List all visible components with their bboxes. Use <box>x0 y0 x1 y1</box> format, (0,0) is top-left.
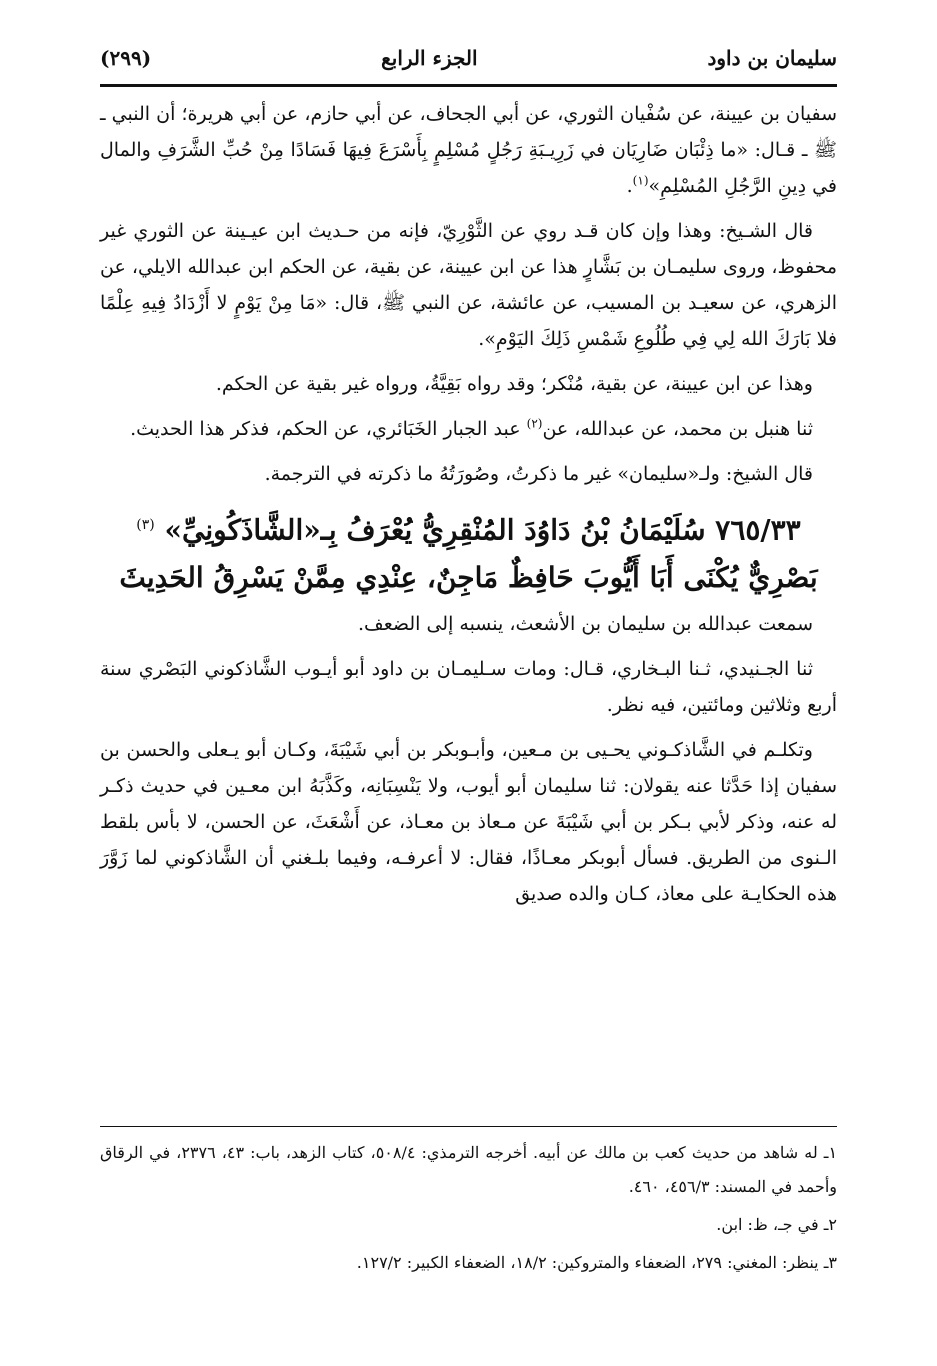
main-text <box>100 96 837 921</box>
paragraph-3: وهذا عن ابن عيينة، عن بقية، مُنْكر؛ وقد رواه بَقِيَّةُ، ورواه غير بقية عن الحكم. <box>215 373 813 395</box>
header-rule <box>100 84 837 87</box>
footnote-rule <box>100 1126 837 1127</box>
paragraph-4-text-b: عبد الجبار الخَبَائري، عن الحكم، فذكر هذا الحديث. <box>130 418 521 440</box>
footnote-marker-3: (٣) <box>136 517 155 533</box>
footnote-marker-1: (١) <box>632 173 649 188</box>
footnote-3: ٣ـ ينظر: المغني: ٢٧٩، الضعفاء والمتروكين: ١٨/٢، الضعفاء الكبير: ١٢٧/٢. <box>356 1253 837 1272</box>
entry-heading-line-1 <box>100 501 837 554</box>
entry-heading <box>100 501 837 602</box>
page-number: (٢٩٩) <box>100 46 152 70</box>
paragraph-1-end: . <box>626 175 633 197</box>
entry-heading-line-1-text: ٧٦٥/٣٣ سُلَيْمَانُ بْنُ دَاوُدَ المُنْقِرِيُّ يُعْرَفُ بِـ«الشَّاذَكُونِيِّ» <box>164 513 801 547</box>
footnote-1: ١ـ له شاهد من حديث كعب بن مالك عن أبيه. أخرجه الترمذي: ٥٠٨/٤، كتاب الزهد، باب: ٤٣، ٢٣٧٦، في الرقاق وأحمد في المسند: ٤٥٦/٣، ٤٦٠. <box>100 1143 838 1196</box>
paragraph-6: سمعت عبدالله بن سليمان بن الأشعث، ينسبه إلى الضعف. <box>357 613 813 636</box>
paragraph-5: قال الشيخ: ولـ«سليمان» غير ما ذكرتُ، وصُورَتُهُ ما ذكرته في الترجمة. <box>264 463 813 485</box>
footnote-marker-2: (٢) <box>526 416 543 431</box>
footnote-2: ٢ـ في جـ، ظ: ابن. <box>716 1215 837 1234</box>
paragraph-1-text: سفيان بن عيينة، عن سُفْيان الثوري، عن أبي الجحاف، عن أبي حازم، عن أبي هريرة؛ أن النبي ـ ﷺ ـ قـال: «ما ذِئْبَان ضَارِيَان في زَرِيـبَةِ رَجُلٍ مُسْلِمٍ بِأَسْرَعَ فِيهَا فَسَادًا مِنْ حُبِّ الشَّرَفِ والمال في دِينِ الرَّجُلِ المُسْلِمِ» <box>100 103 837 197</box>
running-title: سليمان بن داود <box>707 46 837 70</box>
paragraph-2: قال الشـيخ: وهذا وإن كان قـد روي عن الثَّوْرِيّ، فإنه من حـديث ابن عيـينة عن الثوري غير محفوظ، وروى سليمـان بن بَشَّارٍ هذا عن ابن عيينة، عن بقية، عن الحكم ابن عبدالله الايلي، عن الزهري، عن سعيـد بن المسيب، عن عائشة، عن النبي ﷺ، قال: «مَا مِنْ يَوْمٍ لا أَزْدَادُ فِيهِ عِلْمًا فلا بَارَكَ الله لِي فِي طُلُوعِ شَمْسِ ذَلِكَ اليَوْمِ». <box>100 220 837 350</box>
footnotes <box>100 1136 837 1284</box>
paragraph-7: ثنا الجـنيدي، ثـنا البـخاري، قـال: ومات سـليمـان بن داود أبو أيـوب الشَّاذكوني البَصْري سنة أربع وثلاثين ومائتين، فيه نظر. <box>100 658 837 717</box>
paragraph-8: وتكلـم في الشَّاذكـوني يحـيى بن مـعين، وأبـوبكر بن أبي شَيْبَةَ، وكـان أبو يـعلى والحسن بن سفيان إذا حَدَّثا عنه يقولان: ثنا سليمان أبو أيوب، ولا يَنْسِبَانِه، وكَذَّبَهُ ابن معـين في حديث ذكـر له عنه، وذكر لأبي بـكر بن أبي شَيْبَةَ عن مـعاذ بن معـاذ، عن أَشْعَثَ، عن الحسن، لا بأس بلقط الـنوى من الطريق. فسأل أبوبكر معـاذًا، فقال: لا أعرفـه، وفيما بلـغني أن الشَّاذكوني لما زَوَّرَ هذه الحكايـة على معاذ، كـان والده صديق <box>100 739 837 906</box>
running-header <box>100 36 837 80</box>
paragraph-4 <box>100 411 837 447</box>
volume-title: الجزء الرابع <box>381 46 478 70</box>
entry-heading-line-2: بَصْرِيٌّ يُكْنَى أَبَا أَيُّوبَ حَافِظٌ مَاجِنٌ، عِنْدِي مِمَّنْ يَسْرِقُ الحَدِيثَ <box>119 561 818 595</box>
paragraph-1 <box>100 96 837 204</box>
paragraph-4-text-a: ثنا هنبل بن محمد، عن عبدالله، عن <box>542 418 813 440</box>
